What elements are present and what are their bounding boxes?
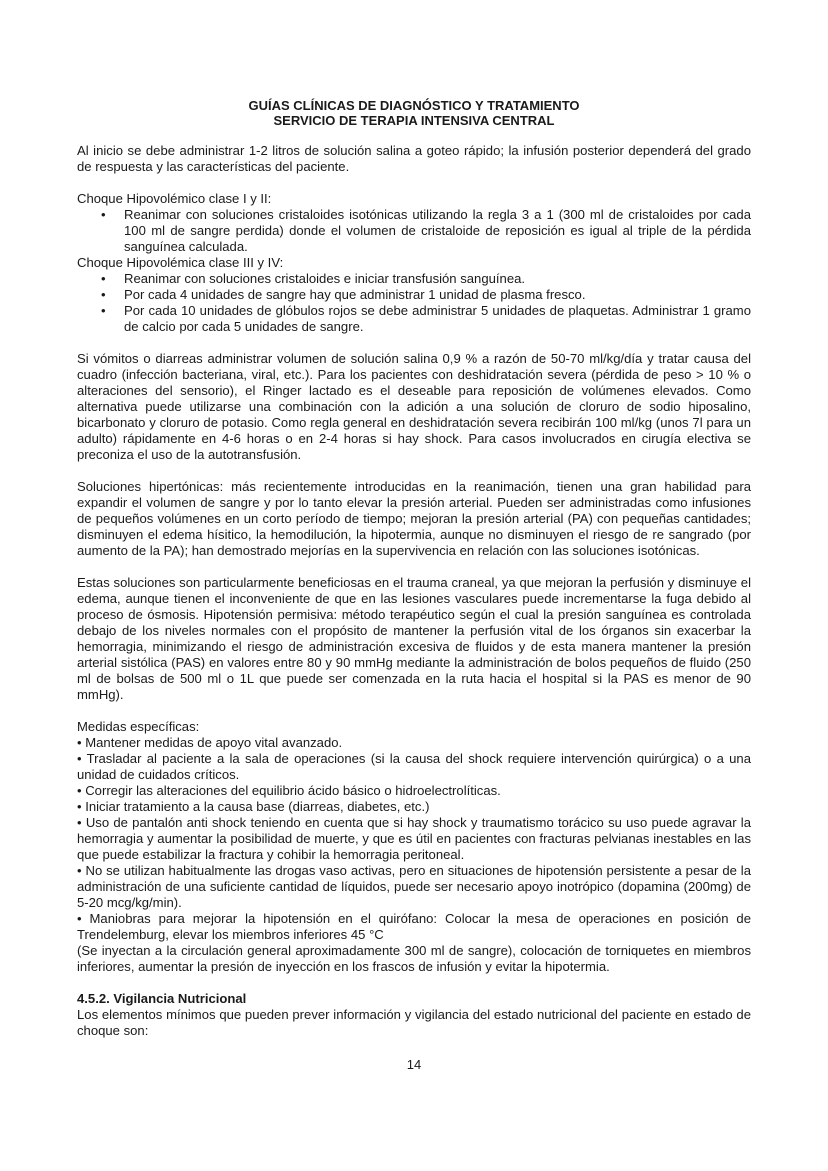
section-paragraph: Los elementos mínimos que pueden prever información y vigilancia del estado nutricional del paciente en estado de choque son: (77, 1007, 751, 1038)
hipertonicas-paragraph: Soluciones hipertónicas: más recientemente introducidas en la reanimación, tienen una gran habilidad para expandir el volumen de sangre y por lo tanto elevar la presión arterial. Pueden ser administradas como infusiones de pequeños volúmenes en un corto período de tiempo; mejoran la presión arterial (PA) con pequeñas cantidades; disminuyen el edema hísitico, la hemodilución, la hipotermia, aunque no disminuyen el riesgo de re sangrado (por aumento de la PA); han demostrado mejorías en la supervivencia en relación con las soluciones isotónicas. (77, 479, 751, 558)
list-item: • Mantener medidas de apoyo vital avanzado. (77, 735, 343, 750)
choque-1-2-list (77, 207, 751, 255)
list-item: • Corregir las alteraciones del equilibrio ácido básico o hidroelectrolíticas. (77, 783, 501, 798)
page-number: 14 (406, 1057, 422, 1072)
list-item: • Reanimar con soluciones cristaloides isotónicas utilizando la regla 3 a 1 (300 ml de cristaloides por cada 100 ml de sangre perdida) donde el volumen de cristaloide de reposición es igual al triple de la pérdida sanguínea calculada. (77, 207, 751, 255)
header-title: GUÍAS CLÍNICAS DE DIAGNÓSTICO Y TRATAMIENTO (248, 98, 580, 113)
list-item: • Trasladar al paciente a la sala de operaciones (si la causa del shock requiere intervención quirúrgica) o a una unidad de cuidados críticos. (77, 751, 751, 782)
medidas-title: Medidas específicas: (77, 719, 200, 734)
list-item: • Uso de pantalón anti shock teniendo en cuenta que si hay shock y traumatismo torácico su uso puede agravar la hemorragia y aumentar la posibilidad de muerte, y que es útil en pacientes con fracturas pelvianas inestables en las que puede estabilizar la fractura y cohibir la hemorragia peritoneal. (77, 815, 751, 862)
section-heading: 4.5.2. Vigilancia Nutricional (77, 991, 247, 1006)
list-item: (Se inyectan a la circulación general aproximadamente 300 ml de sangre), colocación de torniquetes en miembros inferiores, aumentar la presión de inyección en los frascos de infusión y evitar la hipotermia. (77, 943, 751, 974)
list-item: • Por cada 10 unidades de glóbulos rojos se debe administrar 5 unidades de plaquetas. Administrar 1 gramo de calcio por cada 5 unidades de sangre. (77, 303, 751, 335)
list-item: • Por cada 4 unidades de sangre hay que administrar 1 unidad de plasma fresco. (77, 287, 751, 303)
document-body (77, 143, 751, 1039)
list-item: • No se utilizan habitualmente las drogas vaso activas, pero en situaciones de hipotensión persistente a pesar de la administración de una suficiente cantidad de líquidos, puede ser necesario apoyo inotrópico (dopamina (200mg) de 5-20 mcg/kg/min). (77, 863, 751, 910)
list-item: • Maniobras para mejorar la hipotensión en el quirófano: Colocar la mesa de operaciones en posición de Trendelemburg, elevar los miembros inferiores 45 °C (77, 911, 751, 942)
header-subtitle: SERVICIO DE TERAPIA INTENSIVA CENTRAL (273, 113, 555, 128)
choque-3-4-list (77, 271, 751, 335)
trauma-paragraph: Estas soluciones son particularmente beneficiosas en el trauma craneal, ya que mejoran la perfusión y disminuye el edema, aunque tienen el inconveniente de que en las lesiones vasculares puede incrementarse la fuga debido al proceso de ósmosis. Hipotensión permisiva: método terapéutico según el cual la presión sanguínea es controlada debajo de los niveles normales con el propósito de mantener la perfusión vital de los órganos sin exacerbar la hemorragia, minimizando el riesgo de administración excesiva de fluidos y de esta manera mantener la presión arterial sistólica (PAS) en valores entre 80 y 90 mmHg mediante la administración de bolos pequeños de fluido (250 ml de bolsas de 500 ml o 1L que puede ser comenzada en la ruta hacia el hospital si la PAS es menor de 90 mmHg). (77, 575, 751, 702)
list-item: • Iniciar tratamiento a la causa base (diarreas, diabetes, etc.) (77, 799, 430, 814)
choque-1-2-title: Choque Hipovolémico clase I y II: (77, 191, 272, 206)
intro-paragraph: Al inicio se debe administrar 1-2 litros de solución salina a goteo rápido; la infusión posterior dependerá del grado de respuesta y las características del paciente. (77, 143, 751, 174)
document-header (0, 98, 828, 128)
medidas-list (77, 735, 751, 975)
vomitos-paragraph: Si vómitos o diarreas administrar volumen de solución salina 0,9 % a razón de 50-70 ml/kg/día y tratar causa del cuadro (infección bacteriana, viral, etc.). Para los pacientes con deshidratación severa (pérdida de peso > 10 % o alteraciones del sensorio), el Ringer lactado es el deseable para reposición de volúmenes elevados. Como alternativa puede utilizarse una combinación con la adición a una solución de cloruro de sodio hiposalino, bicarbonato y cloruro de potasio. Como regla general en deshidratación severa recibirán 100 ml/kg (unos 7l para un adulto) rápidamente en 4-6 horas o en 2-4 horas si hay shock. Para casos involucrados en cirugía electiva se preconiza el uso de la autotransfusión. (77, 351, 751, 462)
choque-3-4-title: Choque Hipovolémica clase III y IV: (77, 255, 284, 270)
list-item: • Reanimar con soluciones cristaloides e iniciar transfusión sanguínea. (77, 271, 751, 287)
